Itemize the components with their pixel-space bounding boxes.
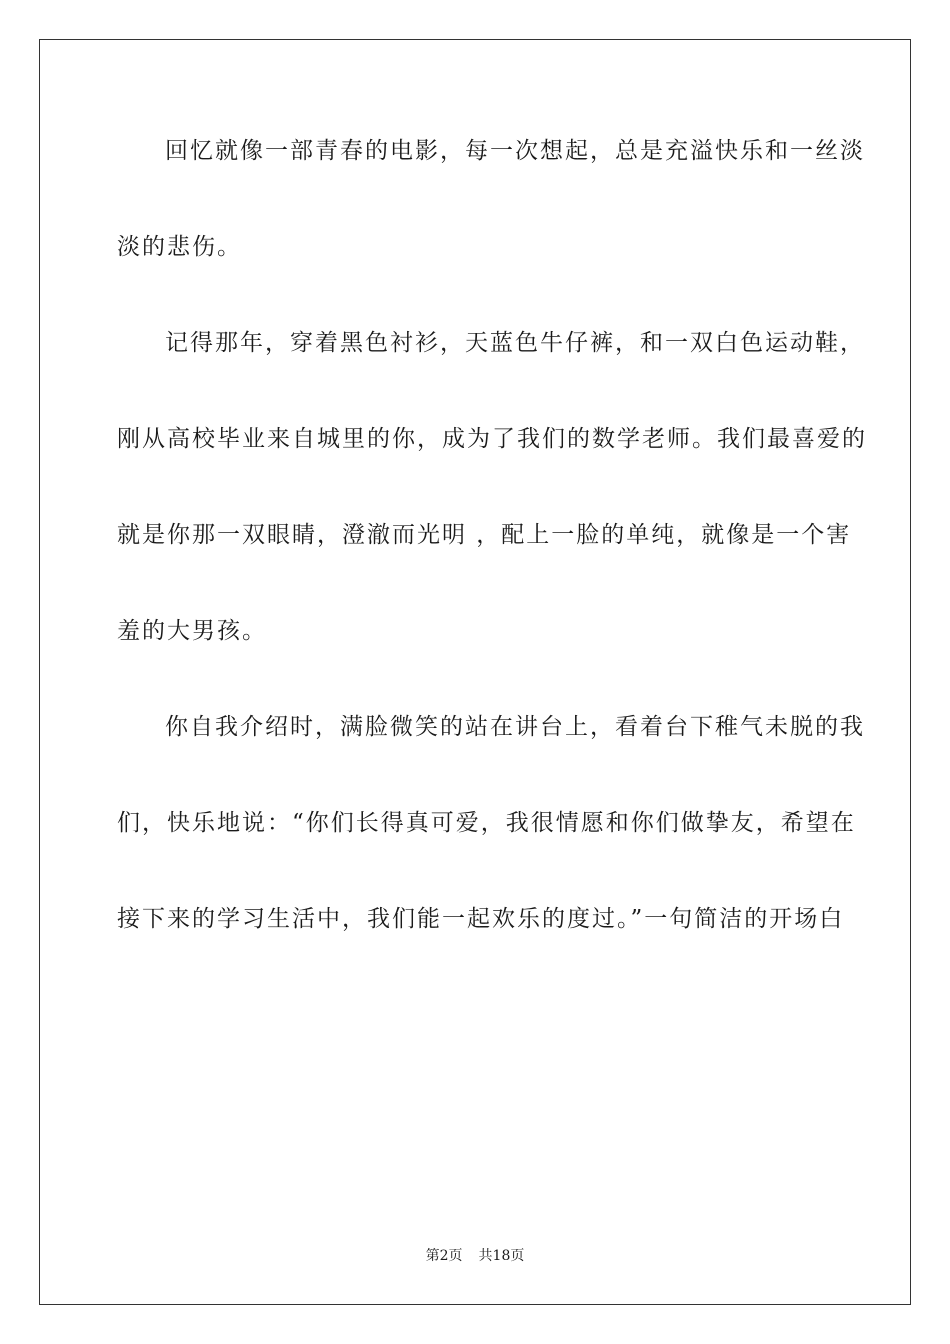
paragraph-1-line-1: 回忆就像一部青春的电影，每一次想起，总是充溢快乐和一丝淡: [165, 138, 865, 164]
paragraph-2-line-3: 就是你那一双眼睛，澄澈而光明 ，配上一脸的单纯，就像是一个害: [117, 522, 852, 548]
page-total: 共18页: [478, 1248, 525, 1264]
paragraph-2-line-1: 记得那年，穿着黑色衬衫，天蓝色牛仔裤，和一双白色运动鞋，: [165, 330, 865, 356]
page-border: [39, 39, 911, 1305]
paragraph-3-line-3: 接下来的学习生活中，我们能一起欢乐的度过。”一句简洁的开场白: [117, 906, 845, 932]
page-footer: [0, 1247, 950, 1265]
paragraph-3-line-1: 你自我介绍时，满脸微笑的站在讲台上，看着台下稚气未脱的我: [165, 714, 865, 740]
paragraph-2-line-2: 刚从高校毕业来自城里的你，成为了我们的数学老师。我们最喜爱的: [117, 426, 867, 452]
paragraph-3-line-2: 们，快乐地说：“你们长得真可爱，我很情愿和你们做挚友，希望在: [117, 810, 856, 836]
paragraph-1-line-2: 淡的悲伤。: [117, 234, 242, 260]
page-number: 第2页: [425, 1248, 463, 1264]
paragraph-2-line-4: 羞的大男孩。: [117, 618, 267, 644]
